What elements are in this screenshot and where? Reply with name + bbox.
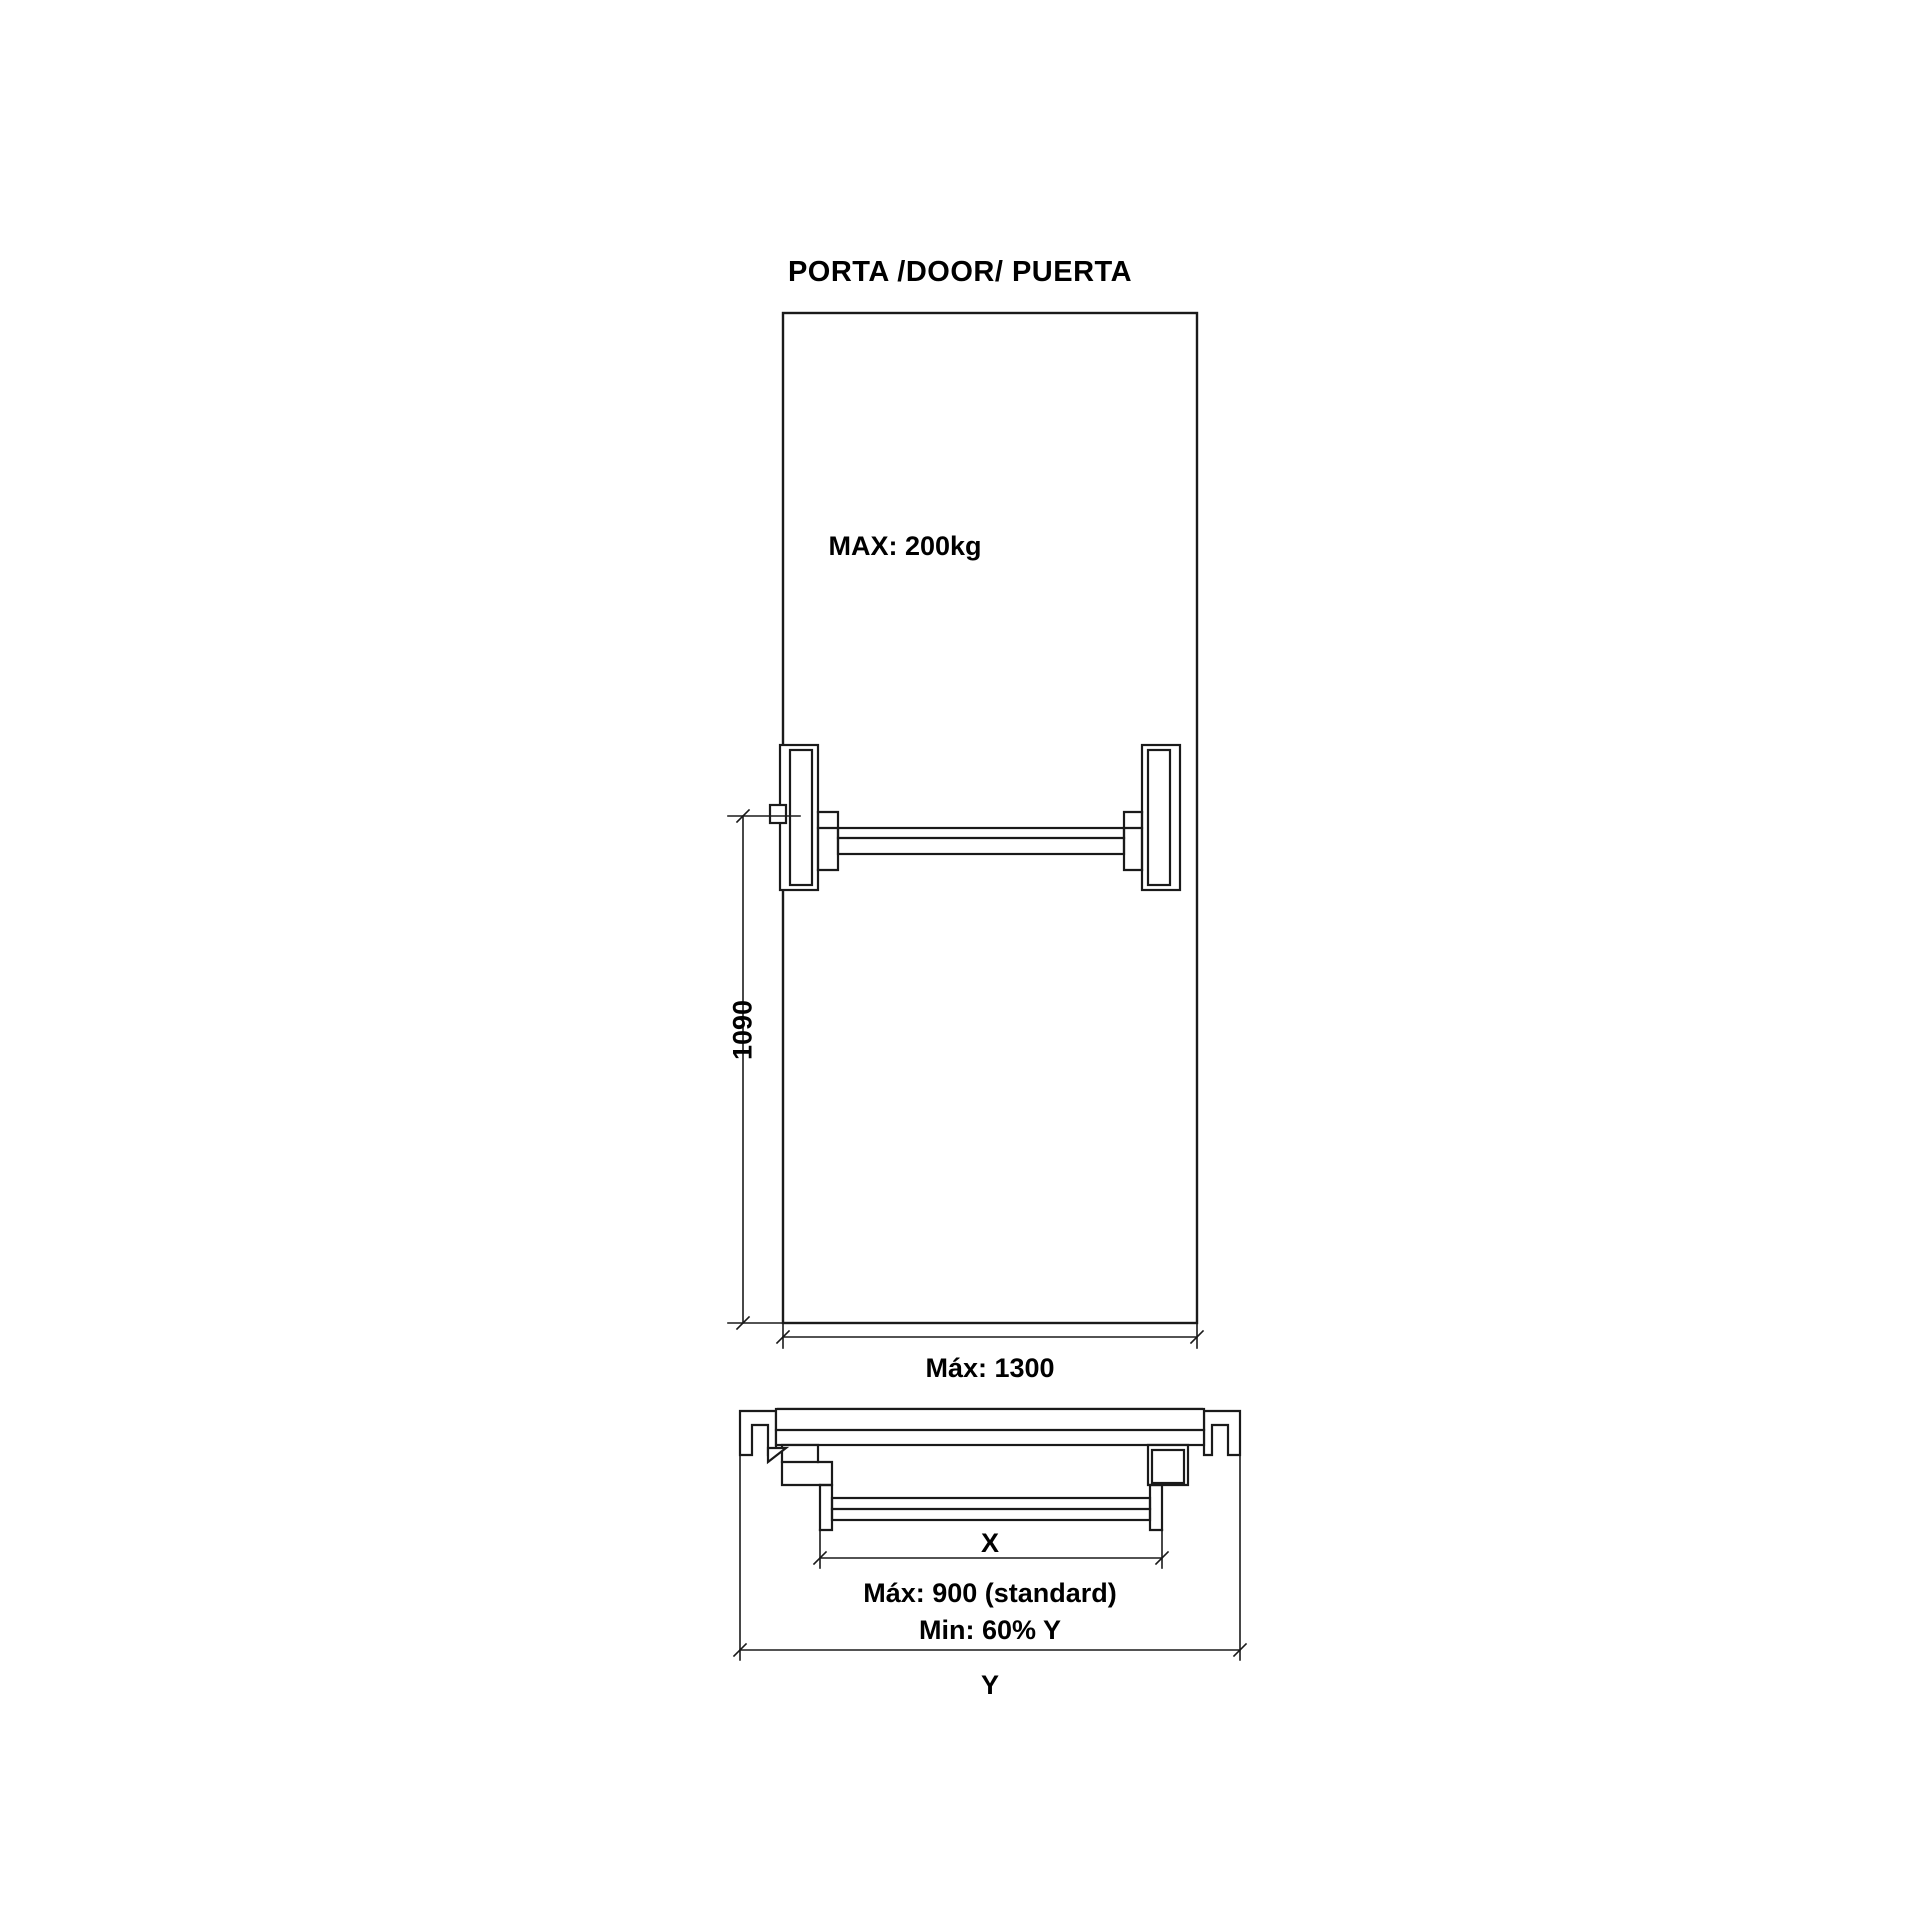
- x-dimension-label: X: [980, 1528, 1000, 1558]
- door-top-view-icon: [740, 1409, 1240, 1530]
- width-dimension-label: Máx: 1300: [925, 1353, 1055, 1383]
- horizontal-dimension-icon: [777, 1323, 1203, 1348]
- y-dimension-label: Y: [980, 1670, 1000, 1700]
- door-front-view-icon: [783, 313, 1197, 1323]
- max-load-label: MAX: 200kg: [828, 531, 982, 561]
- height-dimension-label: 1090: [727, 999, 758, 1061]
- x-min-label: Min: 60% Y: [918, 1615, 1062, 1645]
- page-title: PORTA /DOOR/ PUERTA: [787, 256, 1133, 288]
- x-max-label: Máx: 900 (standard): [863, 1578, 1117, 1608]
